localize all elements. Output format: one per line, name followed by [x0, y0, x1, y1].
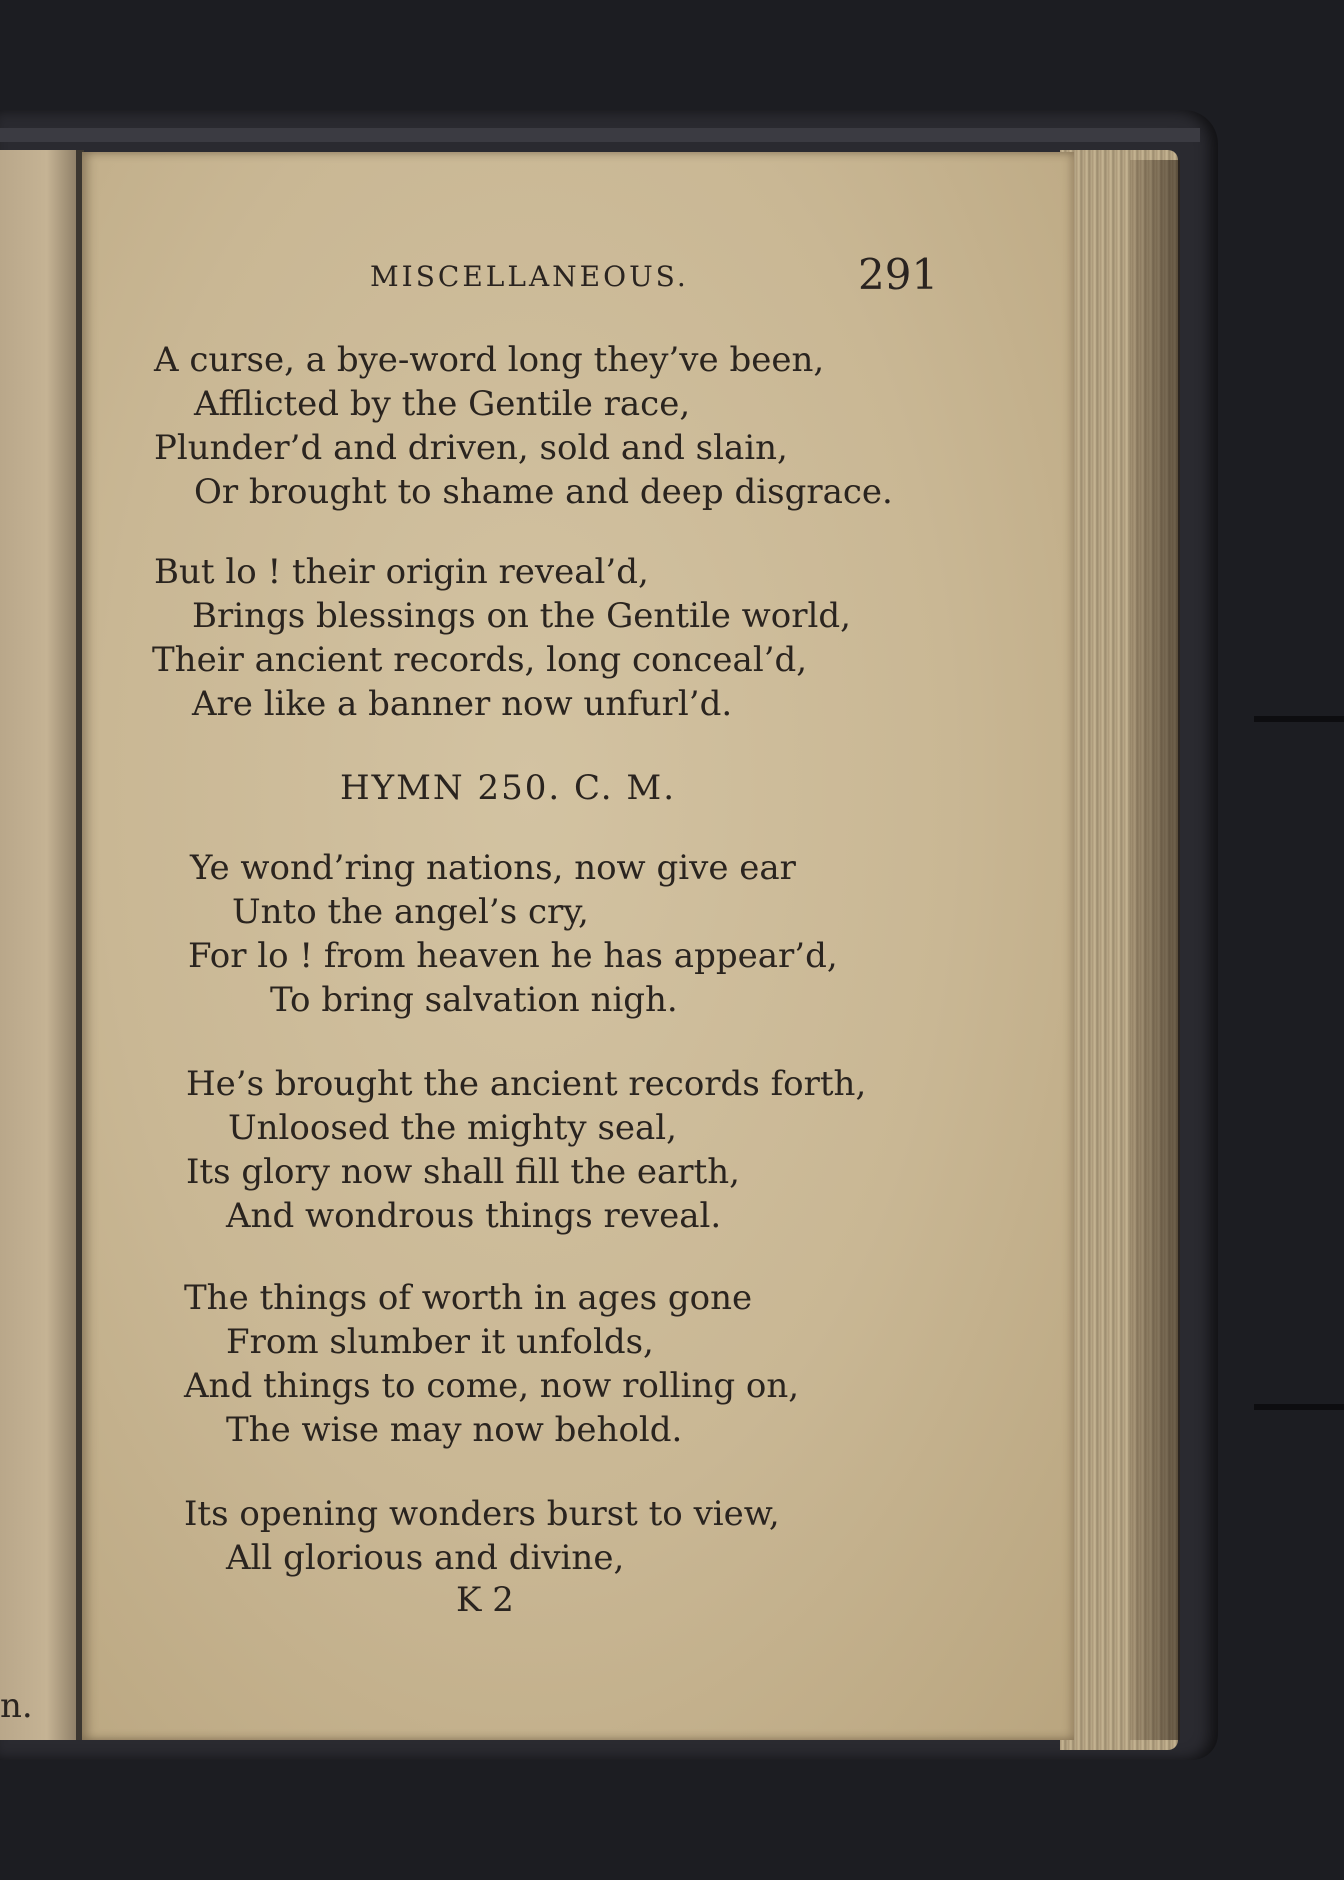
page-stack-shadow: [1130, 160, 1180, 1740]
verse-line: All glorious and divine,: [226, 1538, 625, 1578]
verse-line: From slumber it unfolds,: [226, 1322, 654, 1362]
verse-line: For lo ! from heaven he has appear’d,: [188, 936, 838, 976]
running-head: MISCELLANEOUS.: [370, 260, 689, 293]
verse-line: A curse, a bye-word long they’ve been,: [154, 340, 825, 380]
left-page: [0, 150, 78, 1740]
background-stripe: [1254, 1404, 1344, 1410]
verse-line: The wise may now behold.: [226, 1410, 683, 1450]
verse-line: But lo ! their origin reveal’d,: [154, 552, 649, 592]
verse-line: Are like a banner now unfurl’d.: [192, 684, 733, 724]
verse-line: The things of worth in ages gone: [184, 1278, 753, 1318]
verse-line: Their ancient records, long conceal’d,: [152, 640, 808, 680]
hymn-heading: HYMN 250. C. M.: [340, 768, 677, 808]
verse-line: He’s brought the ancient records forth,: [186, 1064, 867, 1104]
signature-mark: K 2: [456, 1580, 514, 1620]
verse-line: And things to come, now rolling on,: [184, 1366, 800, 1406]
verse-line: To bring salvation nigh.: [270, 980, 678, 1020]
background-stripe: [1254, 716, 1344, 722]
verse-line: Or brought to shame and deep disgrace.: [194, 472, 893, 512]
verse-line: Plunder’d and driven, sold and slain,: [154, 428, 788, 468]
verse-line: Its glory now shall fill the earth,: [186, 1152, 740, 1192]
verse-line: Brings blessings on the Gentile world,: [192, 596, 851, 636]
verse-line: Unto the angel’s cry,: [232, 892, 589, 932]
verse-line: And wondrous things reveal.: [226, 1196, 722, 1236]
left-page-text-fragment: n.: [0, 1686, 33, 1726]
verse-line: Afflicted by the Gentile race,: [194, 384, 691, 424]
book-cover-edge: [0, 128, 1200, 142]
verse-line: Unloosed the mighty seal,: [228, 1108, 677, 1148]
verse-line: Its opening wonders burst to view,: [184, 1494, 780, 1534]
page-number: 291: [858, 250, 939, 299]
verse-line: Ye wond’ring nations, now give ear: [190, 848, 796, 888]
